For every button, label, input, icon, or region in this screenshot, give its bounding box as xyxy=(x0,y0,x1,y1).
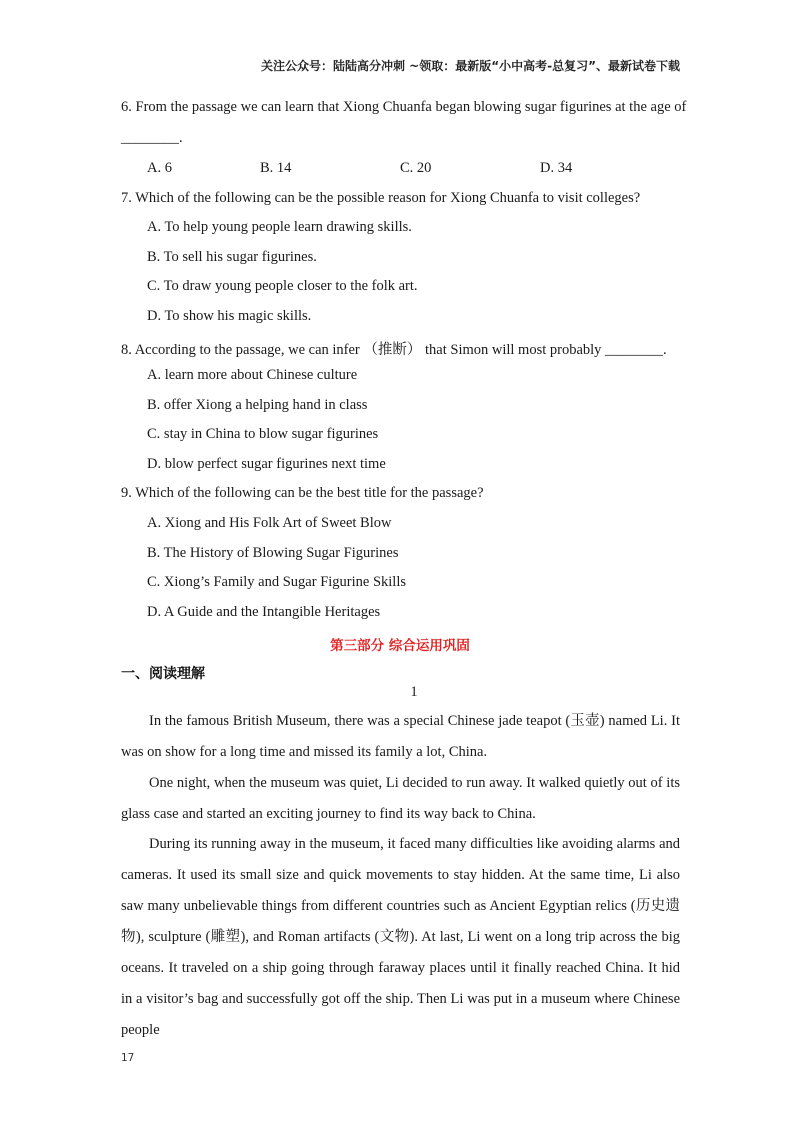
passage-paragraph-3: During its running away in the museum, it faced many difficulties like avoiding alarms and cameras. It used its small size and quick movements to stay hidden. At the same time, Li also saw many unbelievable things from different countries such as Ancient Egyptian relics (历史遗物), sculpture (雕塑), and Roman artifacts (文物). At last, Li went on a long trip across the big oceans. It traveled on a ship going through faraway places until it finally reached China. It hid in a visitor’s bag and successfully got off the ship. Then Li was put in a museum where Chinese people xyxy=(121,836,680,1038)
question-6-blank: ________. xyxy=(121,130,183,146)
question-7-option-d: D. To show his magic skills. xyxy=(147,308,312,324)
section-title: 第三部分 综合运用巩固 xyxy=(330,638,470,654)
question-9-option-b: B. The History of Blowing Sugar Figurines xyxy=(147,545,399,561)
passage-paragraph-2: One night, when the museum was quiet, Li decided to run away. It walked quietly out of its glass case and started an exciting journey to find its way back to China. xyxy=(121,775,680,822)
page-number: 17 xyxy=(121,1052,135,1064)
page-header: 关注公众号：陆陆高分冲刺 ~领取：最新版“小中高考-总复习”、最新试卷下载 xyxy=(261,59,680,73)
question-7-option-b: B. To sell his sugar figurines. xyxy=(147,249,317,265)
question-8-stem: 8. According to the passage, we can infer （推断） that Simon will most probably ________. xyxy=(121,342,667,358)
passage-number: 1 xyxy=(410,684,418,700)
question-9-option-d: D. A Guide and the Intangible Heritages xyxy=(147,604,381,620)
question-6-option-c: C. 20 xyxy=(400,160,432,176)
question-6-option-a: A. 6 xyxy=(147,160,172,176)
question-8-option-b: B. offer Xiong a helping hand in class xyxy=(147,397,368,413)
question-8-option-c: C. stay in China to blow sugar figurines xyxy=(147,426,379,442)
subsection-title: 一、阅读理解 xyxy=(121,666,205,682)
question-6-option-b: B. 14 xyxy=(260,160,292,176)
question-8-option-d: D. blow perfect sugar figurines next time xyxy=(147,456,386,472)
question-9-option-c: C. Xiong’s Family and Sugar Figurine Skills xyxy=(147,574,406,590)
question-7-option-c: C. To draw young people closer to the folk art. xyxy=(147,278,418,294)
question-7-option-a: A. To help young people learn drawing skills. xyxy=(147,219,412,235)
passage-paragraph-1: In the famous British Museum, there was a special Chinese jade teapot (玉壶) named Li. It was on show for a long time and missed its family a lot, China. xyxy=(121,713,680,760)
question-9-option-a: A. Xiong and His Folk Art of Sweet Blow xyxy=(147,515,392,531)
question-8-option-a: A. learn more about Chinese culture xyxy=(147,367,358,383)
question-6-option-d: D. 34 xyxy=(540,160,573,176)
question-7-stem: 7. Which of the following can be the possible reason for Xiong Chuanfa to visit colleges? xyxy=(121,190,641,206)
question-9-stem: 9. Which of the following can be the best title for the passage? xyxy=(121,485,484,501)
question-6-stem: 6. From the passage we can learn that Xiong Chuanfa began blowing sugar figurines at the age of xyxy=(121,99,687,115)
